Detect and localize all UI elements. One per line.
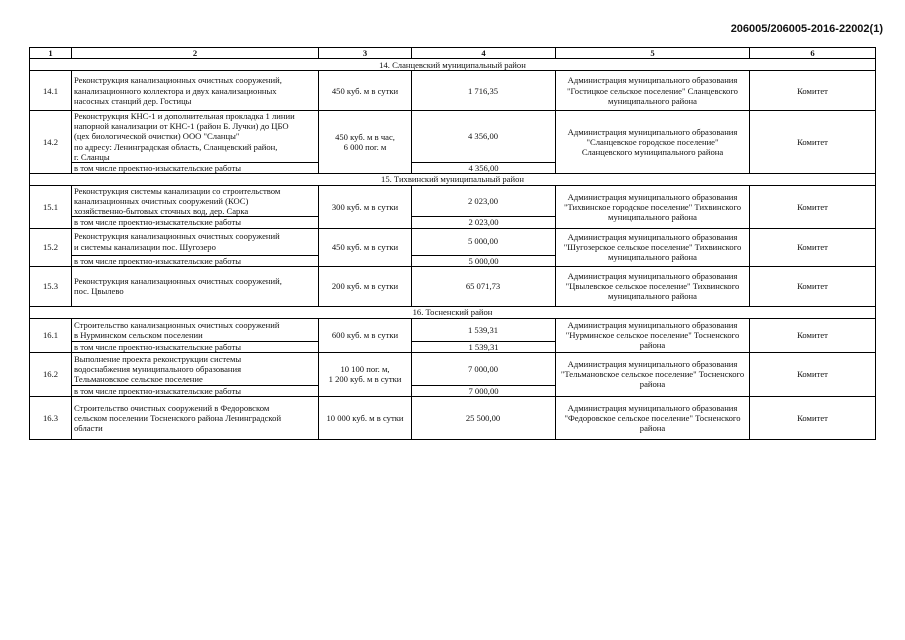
table-row <box>30 71 876 111</box>
subtotal-label: в том числе проектно-изыскательские работы <box>72 162 319 173</box>
header-cell-3: 3 <box>319 48 412 59</box>
project-cost: 7 000,00 <box>412 352 556 385</box>
project-capacity <box>319 352 412 396</box>
section-title: 15. Тихвинский муниципальный район <box>30 173 876 185</box>
project-name <box>72 396 319 439</box>
row-number: 14.2 <box>30 111 72 174</box>
subtotal-label: в том числе проектно-изыскательские работы <box>72 341 319 352</box>
project-name-line: Реконструкция системы канализации со строительством <box>74 185 281 196</box>
project-administration-line: района <box>639 340 666 351</box>
project-capacity <box>319 185 412 228</box>
table-row <box>30 185 876 216</box>
project-administration-line: "Тельмановское сельское поселение" Тосненского <box>560 369 745 380</box>
document-id: 206005/206005-2016-22002(1) <box>730 23 883 35</box>
project-executor: Комитет <box>750 318 876 352</box>
project-capacity <box>319 228 412 266</box>
project-name-line: Тельмановское сельское поселение <box>74 373 203 384</box>
project-executor: Комитет <box>750 352 876 396</box>
subtotal-cost: 2 023,00 <box>412 217 556 228</box>
section-row <box>30 59 876 71</box>
subtotal-label: в том числе проектно-изыскательские работы <box>72 217 319 228</box>
project-administration <box>556 352 750 396</box>
table-row <box>30 266 876 306</box>
project-name <box>72 318 319 341</box>
project-administration-line: района <box>639 379 666 390</box>
project-administration-line: "Шугозерское сельское поселение" Тихвинского <box>563 242 742 253</box>
subtotal-label: в том числе проектно-изыскательские работы <box>72 385 319 396</box>
project-capacity-line: 10 000 куб. м в сутки <box>326 412 404 423</box>
project-name <box>72 71 319 111</box>
row-number: 14.1 <box>30 71 72 111</box>
project-administration <box>556 111 750 174</box>
project-administration-line: Администрация муниципального образования <box>567 231 738 242</box>
project-capacity-line: 200 куб. м в сутки <box>331 281 399 292</box>
project-administration-line: Администрация муниципального образования <box>567 75 738 86</box>
project-administration-line: Администрация муниципального образования <box>567 126 738 137</box>
table-row <box>30 228 876 255</box>
project-administration-line: "Нурминское сельское поселение" Тосненского <box>565 330 740 341</box>
project-administration-line: Сланцевского муниципального района <box>581 147 724 158</box>
table-header-row <box>30 48 876 59</box>
project-capacity-line: 450 куб. м в сутки <box>331 242 399 253</box>
project-administration-line: Администрация муниципального образования <box>567 320 738 331</box>
project-name-line: области <box>74 423 103 434</box>
project-name-line: насосных станций дер. Гостицы <box>74 95 192 106</box>
table-row <box>30 111 876 163</box>
project-cost: 65 071,73 <box>412 266 556 306</box>
project-capacity <box>319 71 412 111</box>
row-number: 16.2 <box>30 352 72 396</box>
project-capacity-line: 450 куб. м в сутки <box>331 85 399 96</box>
project-administration-line: муниципального района <box>608 291 697 302</box>
project-capacity-line: 10 100 пог. м, <box>340 364 390 375</box>
project-cost: 5 000,00 <box>412 228 556 255</box>
project-name-line: Реконструкция канализационных очистных сооружений, <box>74 75 282 86</box>
subtotal-cost: 5 000,00 <box>412 255 556 266</box>
project-cost: 2 023,00 <box>412 185 556 216</box>
header-cell-4: 4 <box>412 48 556 59</box>
table-row <box>30 352 876 385</box>
project-name-line: канализационных очистных сооружений (КОС) <box>74 196 249 207</box>
project-executor: Комитет <box>750 185 876 228</box>
section-title: 16. Тосненский район <box>30 306 876 318</box>
project-name-line: Строительство очистных сооружений в Федоровском <box>74 402 270 413</box>
project-executor: Комитет <box>750 396 876 439</box>
projects-table <box>29 47 876 440</box>
project-name-line: и системы канализации пос. Шугозеро <box>74 241 216 252</box>
project-cost: 1 716,35 <box>412 71 556 111</box>
project-administration <box>556 71 750 111</box>
project-name-line: в Нурминском сельском поселении <box>74 329 203 340</box>
project-name-line: (цех биологической очистки) ООО "Сланцы" <box>74 131 240 142</box>
project-cost: 25 500,00 <box>412 396 556 439</box>
project-name-line: пос. Цвылево <box>74 286 124 297</box>
project-name-line: канализационного коллектора и двух канализационных <box>74 85 277 96</box>
project-administration <box>556 228 750 266</box>
row-number: 15.2 <box>30 228 72 266</box>
project-administration-line: муниципального района <box>608 95 697 106</box>
row-number: 15.3 <box>30 266 72 306</box>
project-name-line: Реконструкция КНС-1 и дополнительная прокладка 1 линии <box>74 111 295 122</box>
project-name <box>72 111 319 163</box>
project-name-line: г. Сланцы <box>74 151 110 162</box>
project-administration <box>556 318 750 352</box>
project-administration-line: "Цвылевское сельское поселение" Тихвинского <box>565 281 740 292</box>
project-name-line: хозяйственно-бытовых сточных вод, дер. Сарка <box>74 206 249 217</box>
row-number: 15.1 <box>30 185 72 228</box>
project-cost: 4 356,00 <box>412 111 556 163</box>
project-executor: Комитет <box>750 71 876 111</box>
project-administration-line: "Сланцевское городское поселение" <box>586 136 719 147</box>
project-name-line: по адресу: Ленинградская область, Сланцевский район, <box>74 141 278 152</box>
project-name <box>72 352 319 385</box>
project-administration-line: муниципального района <box>608 211 697 222</box>
table-row <box>30 318 876 341</box>
project-executor: Комитет <box>750 111 876 174</box>
project-executor: Комитет <box>750 228 876 266</box>
project-name <box>72 185 319 216</box>
project-cost: 1 539,31 <box>412 318 556 341</box>
header-cell-6: 6 <box>750 48 876 59</box>
subtotal-label: в том числе проектно-изыскательские работы <box>72 255 319 266</box>
project-name-line: напорной канализации от КНС-1 (район Б. Лучки) до ЦБО <box>74 121 289 132</box>
header-cell-1: 1 <box>30 48 72 59</box>
project-name-line: Выполнение проекта реконструкции системы <box>74 353 242 364</box>
project-administration <box>556 266 750 306</box>
subtotal-cost: 7 000,00 <box>412 385 556 396</box>
project-executor: Комитет <box>750 266 876 306</box>
header-cell-2: 2 <box>72 48 319 59</box>
project-capacity <box>319 318 412 352</box>
section-row <box>30 306 876 318</box>
project-administration-line: Администрация муниципального образования <box>567 359 738 370</box>
project-administration-line: "Гостицкое сельское поселение" Сланцевского <box>567 85 738 96</box>
project-name <box>72 266 319 306</box>
project-administration-line: "Федоровское сельское поселение" Тосненского <box>564 412 741 423</box>
project-name-line: Реконструкция канализационных очистных сооружений <box>74 231 280 242</box>
project-administration-line: Администрация муниципального образования <box>567 270 738 281</box>
project-capacity-line: 450 куб. м в час, <box>335 131 395 142</box>
project-capacity <box>319 111 412 174</box>
subtotal-cost: 1 539,31 <box>412 341 556 352</box>
project-administration <box>556 396 750 439</box>
subtotal-cost: 4 356,00 <box>412 162 556 173</box>
project-name <box>72 228 319 255</box>
project-administration-line: "Тихвинское городское поселение" Тихвинского <box>563 201 742 212</box>
project-capacity <box>319 266 412 306</box>
project-administration-line: района <box>639 423 666 434</box>
project-name-line: Строительство канализационных очистных сооружений <box>74 319 280 330</box>
project-capacity-line: 6 000 пог. м <box>343 142 387 153</box>
row-number: 16.3 <box>30 396 72 439</box>
project-administration-line: муниципального района <box>608 252 697 263</box>
project-capacity-line: 600 куб. м в сутки <box>331 330 399 341</box>
project-administration-line: Администрация муниципального образования <box>567 191 738 202</box>
project-administration-line: Администрация муниципального образования <box>567 402 738 413</box>
section-title: 14. Сланцевский муниципальный район <box>30 59 876 71</box>
project-name-line: водоснабжения муниципального образования <box>74 363 242 374</box>
project-administration <box>556 185 750 228</box>
row-number: 16.1 <box>30 318 72 352</box>
project-capacity <box>319 396 412 439</box>
table-row <box>30 396 876 439</box>
project-name-line: Реконструкция канализационных очистных сооружений, <box>74 276 282 287</box>
project-name-line: сельском поселении Тосненского района Ленинградской <box>74 412 282 423</box>
section-row <box>30 173 876 185</box>
project-capacity-line: 1 200 куб. м в сутки <box>328 374 402 385</box>
project-capacity-line: 300 куб. м в сутки <box>331 201 399 212</box>
table-body <box>30 48 876 440</box>
header-cell-5: 5 <box>556 48 750 59</box>
